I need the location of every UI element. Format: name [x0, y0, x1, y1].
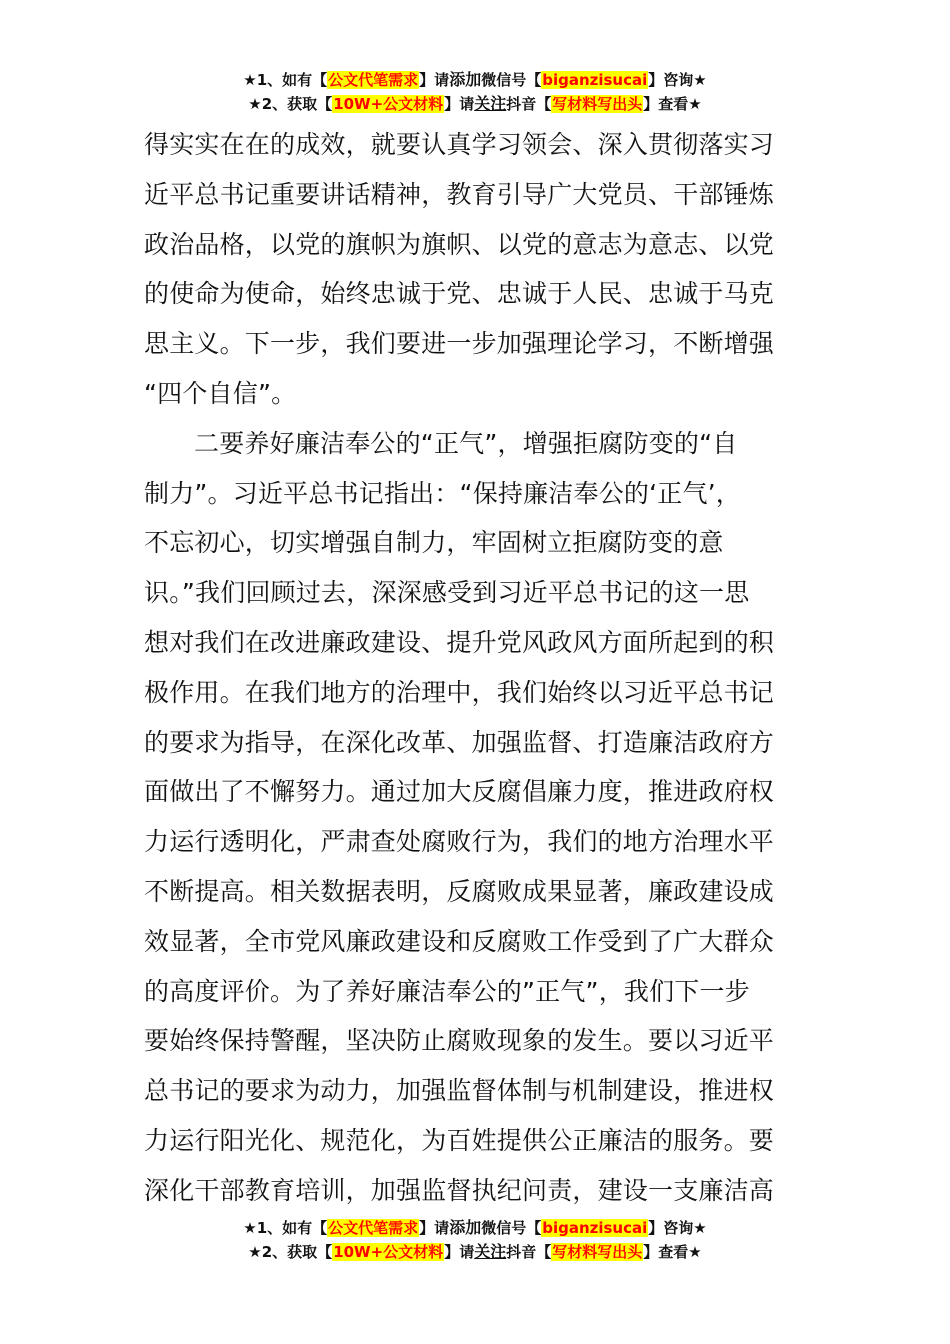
banner-text: 】请: [444, 95, 475, 113]
banner-line-1: [0, 68, 950, 92]
text-line: 总书记的要求为动力，加强监督体制与机制建设，推进权: [144, 1076, 775, 1106]
text-line: 力运行透明化，严肃查处腐败行为，我们的地方治理水平: [144, 827, 775, 857]
text-line: 想对我们在改进廉政建设、提升党风政风方面所起到的积: [144, 627, 775, 657]
banner-emphasis: 关注: [474, 1242, 507, 1261]
douyin-account: 写材料写出头: [552, 95, 643, 113]
banner-emphasis: 添加: [449, 1218, 482, 1237]
banner-text: 抖音【: [506, 1243, 552, 1261]
text-line: 政治品格，以党的旗帜为旗帜、以党的意志为意志、以党: [144, 229, 775, 259]
text-line: 不忘初心，切实增强自制力，牢固树立拒腐防变的意: [144, 528, 724, 558]
paragraph-2: [144, 419, 824, 1216]
text-line: 得实实在在的成效，就要认真学习领会、深入贯彻落实习: [144, 130, 775, 159]
highlight-text: 10W+公文材料: [333, 1243, 444, 1261]
text-line: 力运行阳光化、规范化，为百姓提供公正廉洁的服务。要: [144, 1125, 775, 1155]
wechat-id: biganzisucai: [542, 1219, 648, 1237]
text-line: 极作用。在我们地方的治理中，我们始终以习近平总书记: [144, 677, 775, 707]
header-banner: [0, 68, 950, 116]
text-line: 深化干部教育培训，加强监督执纪问责，建设一支廉洁高: [144, 1175, 775, 1205]
footer-banner: [0, 1216, 950, 1264]
douyin-account: 写材料写出头: [552, 1243, 643, 1261]
banner-text: 】查看★: [643, 95, 702, 113]
text-line: 近平总书记重要讲话精神，教育引导广大党员、干部锤炼: [144, 179, 775, 209]
document-body: [144, 120, 824, 1216]
highlight-text: 公文代笔需求: [328, 1219, 419, 1237]
text-line: 识。”我们回顾过去，深深感受到习近平总书记的这一思: [144, 578, 750, 608]
banner-line-2: [0, 92, 950, 116]
banner-emphasis: 关注: [474, 94, 507, 113]
text-line: 二要养好廉洁奉公的“正气”，增强拒腐防变的“自: [194, 428, 738, 458]
text-line: 要始终保持警醒，坚决防止腐败现象的发生。要以习近平: [144, 1026, 775, 1056]
wechat-id: biganzisucai: [542, 71, 648, 89]
banner-text: ★2、获取【: [248, 1243, 333, 1261]
text-line: 的高度评价。为了养好廉洁奉公的”正气”，我们下一步: [144, 976, 750, 1006]
banner-line-2: [0, 1240, 950, 1264]
banner-text: ★2、获取【: [248, 95, 333, 113]
banner-text: 抖音【: [506, 95, 552, 113]
banner-text: 】请: [419, 1219, 450, 1237]
text-line: “四个自信”。: [144, 378, 297, 408]
banner-text: 微信号【: [481, 71, 542, 89]
text-line: 的使命为使命，始终忠诚于党、忠诚于人民、忠诚于马克: [144, 279, 775, 309]
banner-text: 】请: [419, 71, 450, 89]
banner-text: 微信号【: [481, 1219, 542, 1237]
banner-text: ★1、如有【: [243, 1219, 328, 1237]
paragraph-1: [144, 120, 824, 419]
banner-text: 】咨询★: [648, 71, 707, 89]
highlight-text: 10W+公文材料: [333, 95, 444, 113]
highlight-text: 公文代笔需求: [328, 71, 419, 89]
text-line: 效显著，全市党风廉政建设和反腐败工作受到了广大群众: [144, 926, 775, 956]
banner-text: ★1、如有【: [243, 71, 328, 89]
banner-text: 】咨询★: [648, 1219, 707, 1237]
banner-text: 】查看★: [643, 1243, 702, 1261]
banner-line-1: [0, 1216, 950, 1240]
text-line: 制力”。习近平总书记指出：“保持廉洁奉公的‘正气’，: [144, 478, 741, 508]
banner-emphasis: 添加: [449, 70, 482, 89]
text-line: 思主义。下一步，我们要进一步加强理论学习，不断增强: [144, 329, 775, 359]
banner-text: 】请: [444, 1243, 475, 1261]
text-line: 不断提高。相关数据表明，反腐败成果显著，廉政建设成: [144, 876, 775, 906]
text-line: 面做出了不懈努力。通过加大反腐倡廉力度，推进政府权: [144, 777, 775, 807]
text-line: 的要求为指导，在深化改革、加强监督、打造廉洁政府方: [144, 727, 775, 757]
